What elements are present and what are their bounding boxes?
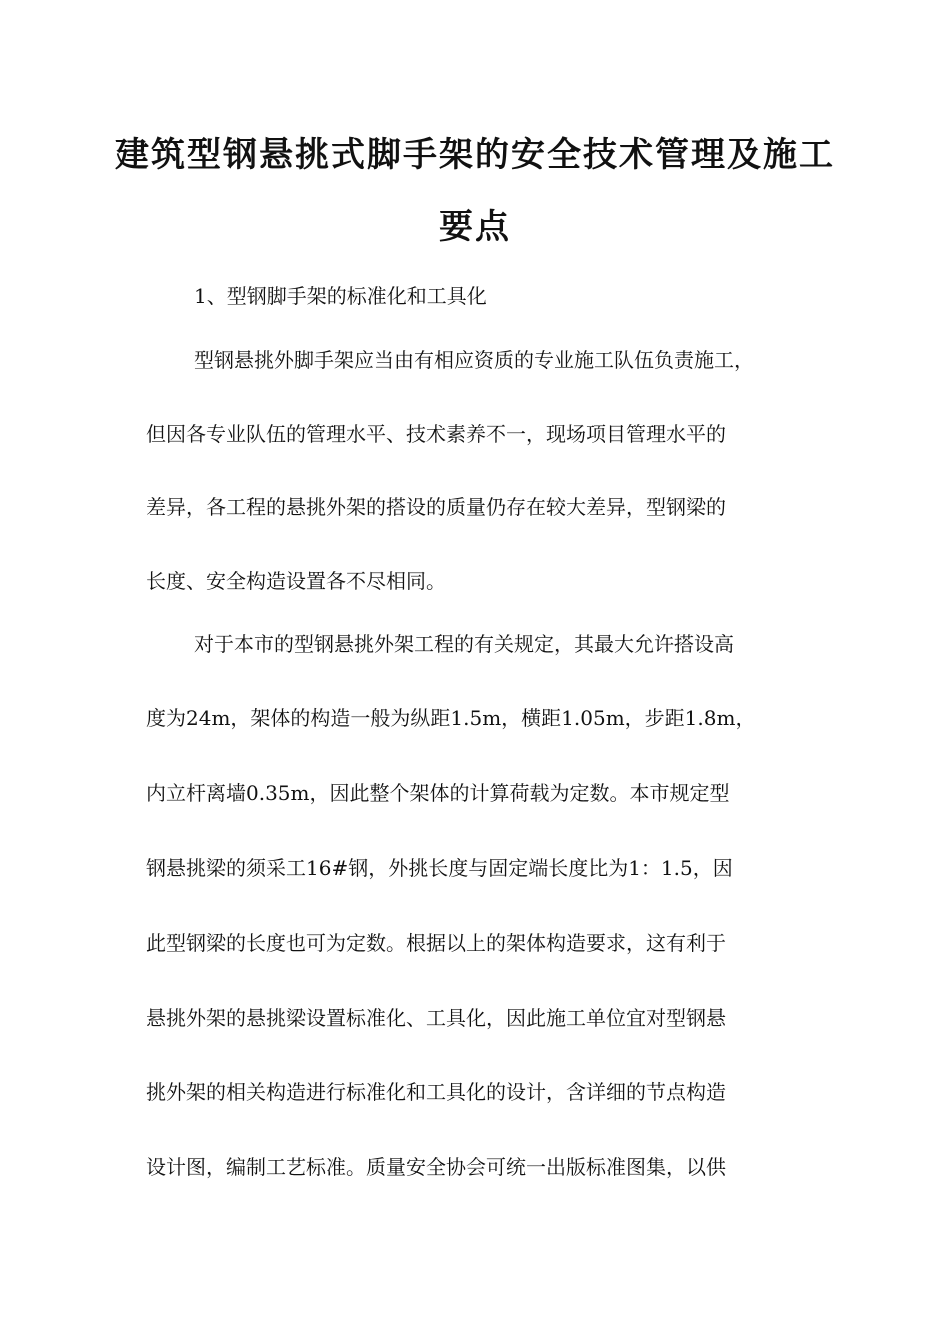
paragraph-2-line-3: 内立杆离墙0.35m，因此整个架体的计算荷载为定数。本市规定型 bbox=[146, 781, 730, 805]
document-title-line-2: 要点 bbox=[439, 207, 511, 247]
paragraph-2-line-7: 挑外架的相关构造进行标准化和工具化的设计，含详细的节点构造 bbox=[146, 1080, 726, 1104]
paragraph-1-line-1: 型钢悬挑外脚手架应当由有相应资质的专业施工队伍负责施工， bbox=[194, 348, 754, 372]
paragraph-2-line-1: 对于本市的型钢悬挑外架工程的有关规定，其最大允许搭设高 bbox=[194, 632, 734, 656]
paragraph-1-line-4: 长度、安全构造设置各不尽相同。 bbox=[146, 569, 446, 593]
paragraph-2-line-2: 度为24m，架体的构造一般为纵距1.5m，横距1.05m，步距1.8m， bbox=[146, 706, 756, 730]
paragraph-2-line-4: 钢悬挑梁的须采工16#钢，外挑长度与固定端长度比为1：1.5，因 bbox=[146, 856, 733, 880]
paragraph-2-line-8: 设计图，编制工艺标准。质量安全协会可统一出版标准图集，以供 bbox=[146, 1155, 726, 1179]
document-title-line-1: 建筑型钢悬挑式脚手架的安全技术管理及施工 bbox=[115, 135, 835, 175]
paragraph-2-line-5: 此型钢梁的长度也可为定数。根据以上的架体构造要求，这有利于 bbox=[146, 931, 726, 955]
paragraph-1-line-2: 但因各专业队伍的管理水平、技术素养不一，现场项目管理水平的 bbox=[146, 422, 726, 446]
section-heading: 1、型钢脚手架的标准化和工具化 bbox=[194, 284, 487, 308]
paragraph-1-line-3: 差异，各工程的悬挑外架的搭设的质量仍存在较大差异，型钢梁的 bbox=[146, 495, 726, 519]
paragraph-2-line-6: 悬挑外架的悬挑梁设置标准化、工具化，因此施工单位宜对型钢悬 bbox=[146, 1006, 726, 1030]
